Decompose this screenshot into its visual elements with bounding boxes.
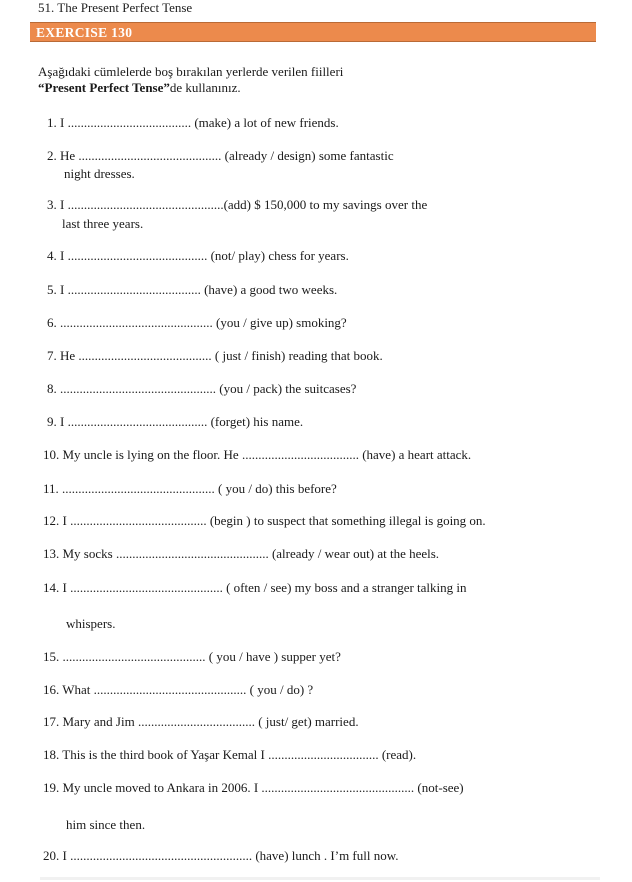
exercise-item-4: 4. I ........................................... (not/ play) chess for years. [47,248,349,263]
exercise-item-16: 16. What ............................................... ( you / do) ? [43,682,314,697]
exercise-item-15: 15. ............................................ ( you / have ) supper yet? [43,649,341,664]
exercise-item-6: 6. ............................................... (you / give up) smoking? [47,315,347,330]
exercise-item-19: 19. My uncle moved to Ankara in 2006. I ............................................... (not-see) [43,780,464,795]
exercise-item-8: 8. ................................................ (you / pack) the suitcases? [47,381,357,396]
instructions-line-1: Aşağıdaki cümlelerde boş bırakılan yerlerde verilen fiilleri [38,64,344,79]
instructions-line-2-rest: de kullanınız. [169,80,241,95]
exercise-item-9: 9. I ........................................... (forget) his name. [47,414,304,429]
exercise-item-11: 11. ............................................... ( you / do) this before? [43,481,337,496]
exercise-item-7: 7. He ......................................... ( just / finish) reading that book. [47,348,383,363]
scan-edge [40,877,600,880]
exercise-item-14: 14. I ............................................... ( often / see) my boss and a stranger talking in [43,580,467,595]
exercise-item-2: 2. He ............................................ (already / design) some fantastic [47,148,394,163]
exercise-item-14-continued: whispers. [66,616,116,631]
exercise-item-10: 10. My uncle is lying on the floor. He .................................... (have) a heart attack. [43,447,472,462]
exercise-item-1: 1. I ...................................... (make) a lot of new friends. [47,115,339,130]
exercise-item-18: 18. This is the third book of Yaşar Kemal I .................................. (read). [43,747,417,762]
exercise-item-19-continued: him since then. [66,817,146,832]
exercise-item-17: 17. Mary and Jim .................................... ( just/ get) married. [43,714,359,729]
exercise-item-3: 3. I ................................................(add) $ 150,000 to my savings over the [47,197,428,212]
exercise-item-5: 5. I ......................................... (have) a good two weeks. [47,282,338,297]
exercise-item-3-continued: last three years. [62,216,144,231]
exercise-item-20: 20. I ........................................................ (have) lunch . I’m full now. [43,848,399,863]
instructions-line-2 [38,80,241,96]
instructions-tense-name: “Present Perfect Tense” [38,80,170,95]
exercise-title: EXERCISE 130 [36,25,133,40]
exercise-item-13: 13. My socks ............................................... (already / wear out) at the heels. [43,546,440,561]
exercise-item-12: 12. I .......................................... (begin ) to suspect that something illegal is going on. [43,513,486,528]
page-header: 51. The Present Perfect Tense [38,0,193,15]
exercise-item-2-continued: night dresses. [64,166,135,181]
exercise-banner [30,22,596,42]
